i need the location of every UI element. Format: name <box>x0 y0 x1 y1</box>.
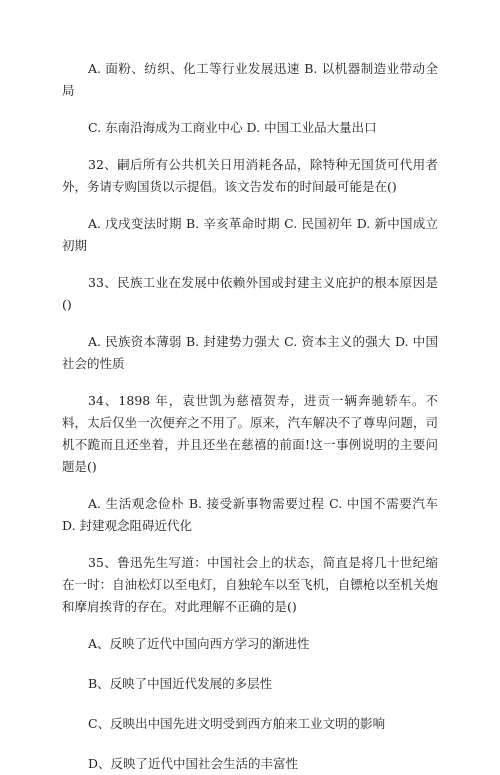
options-34: A. 生活观念俭朴 B. 接受新事物需要过程 C. 中国不需要汽车 D. 封建观念阻碍近代化 <box>62 496 438 533</box>
question-35: 35、鲁迅先生写道：中国社会上的状态，简直是将几十世纪缩在一时：自油松灯以至电灯，自独轮车以至飞机，自镖枪以至机关炮和摩肩挨背的存在。对此理解不正确的是() <box>62 555 438 614</box>
option-35-b: B、反映了中国近代发展的多层性 <box>88 676 273 691</box>
options-32: A. 戊戌变法时期 B. 辛亥革命时期 C. 民国初年 D. 新中国成立初期 <box>62 216 438 253</box>
option-line-31-cd: C. 东南沿海成为工商业中心 D. 中国工业品大量出口 <box>88 120 377 135</box>
options-33: A. 民族资本薄弱 B. 封建势力强大 C. 资本主义的强大 D. 中国社会的性质 <box>62 334 438 371</box>
option-35-c: C、反映出中国先进文明受到西方舶来工业文明的影响 <box>88 716 386 731</box>
option-line-31-ab: A. 面粉、纺织、化工等行业发展迅速 B. 以机器制造业带动全局 <box>62 61 438 98</box>
option-35-d: D、反映了近代中国社会生活的丰富性 <box>88 756 299 771</box>
option-35-a: A、反映了近代中国向西方学习的渐进性 <box>88 636 310 651</box>
question-33: 33、民族工业在发展中依赖外国或封建主义庇护的根本原因是() <box>62 275 438 312</box>
question-34: 34、1898 年，袁世凯为慈禧贺寿，进贡一辆奔驰轿车。不料，太后仅坐一次便弃之不用了。原来，汽车解决不了尊卑问题，司机不跪而且还坐着，并且还坐在慈禧的前面!这一事例说明的主要问题是() <box>62 393 438 474</box>
question-32: 32、嗣后所有公共机关日用消耗各品，除特种无国货可代用者外，务请专购国货以示提倡。该文告发布的时间最可能是在() <box>62 157 438 194</box>
